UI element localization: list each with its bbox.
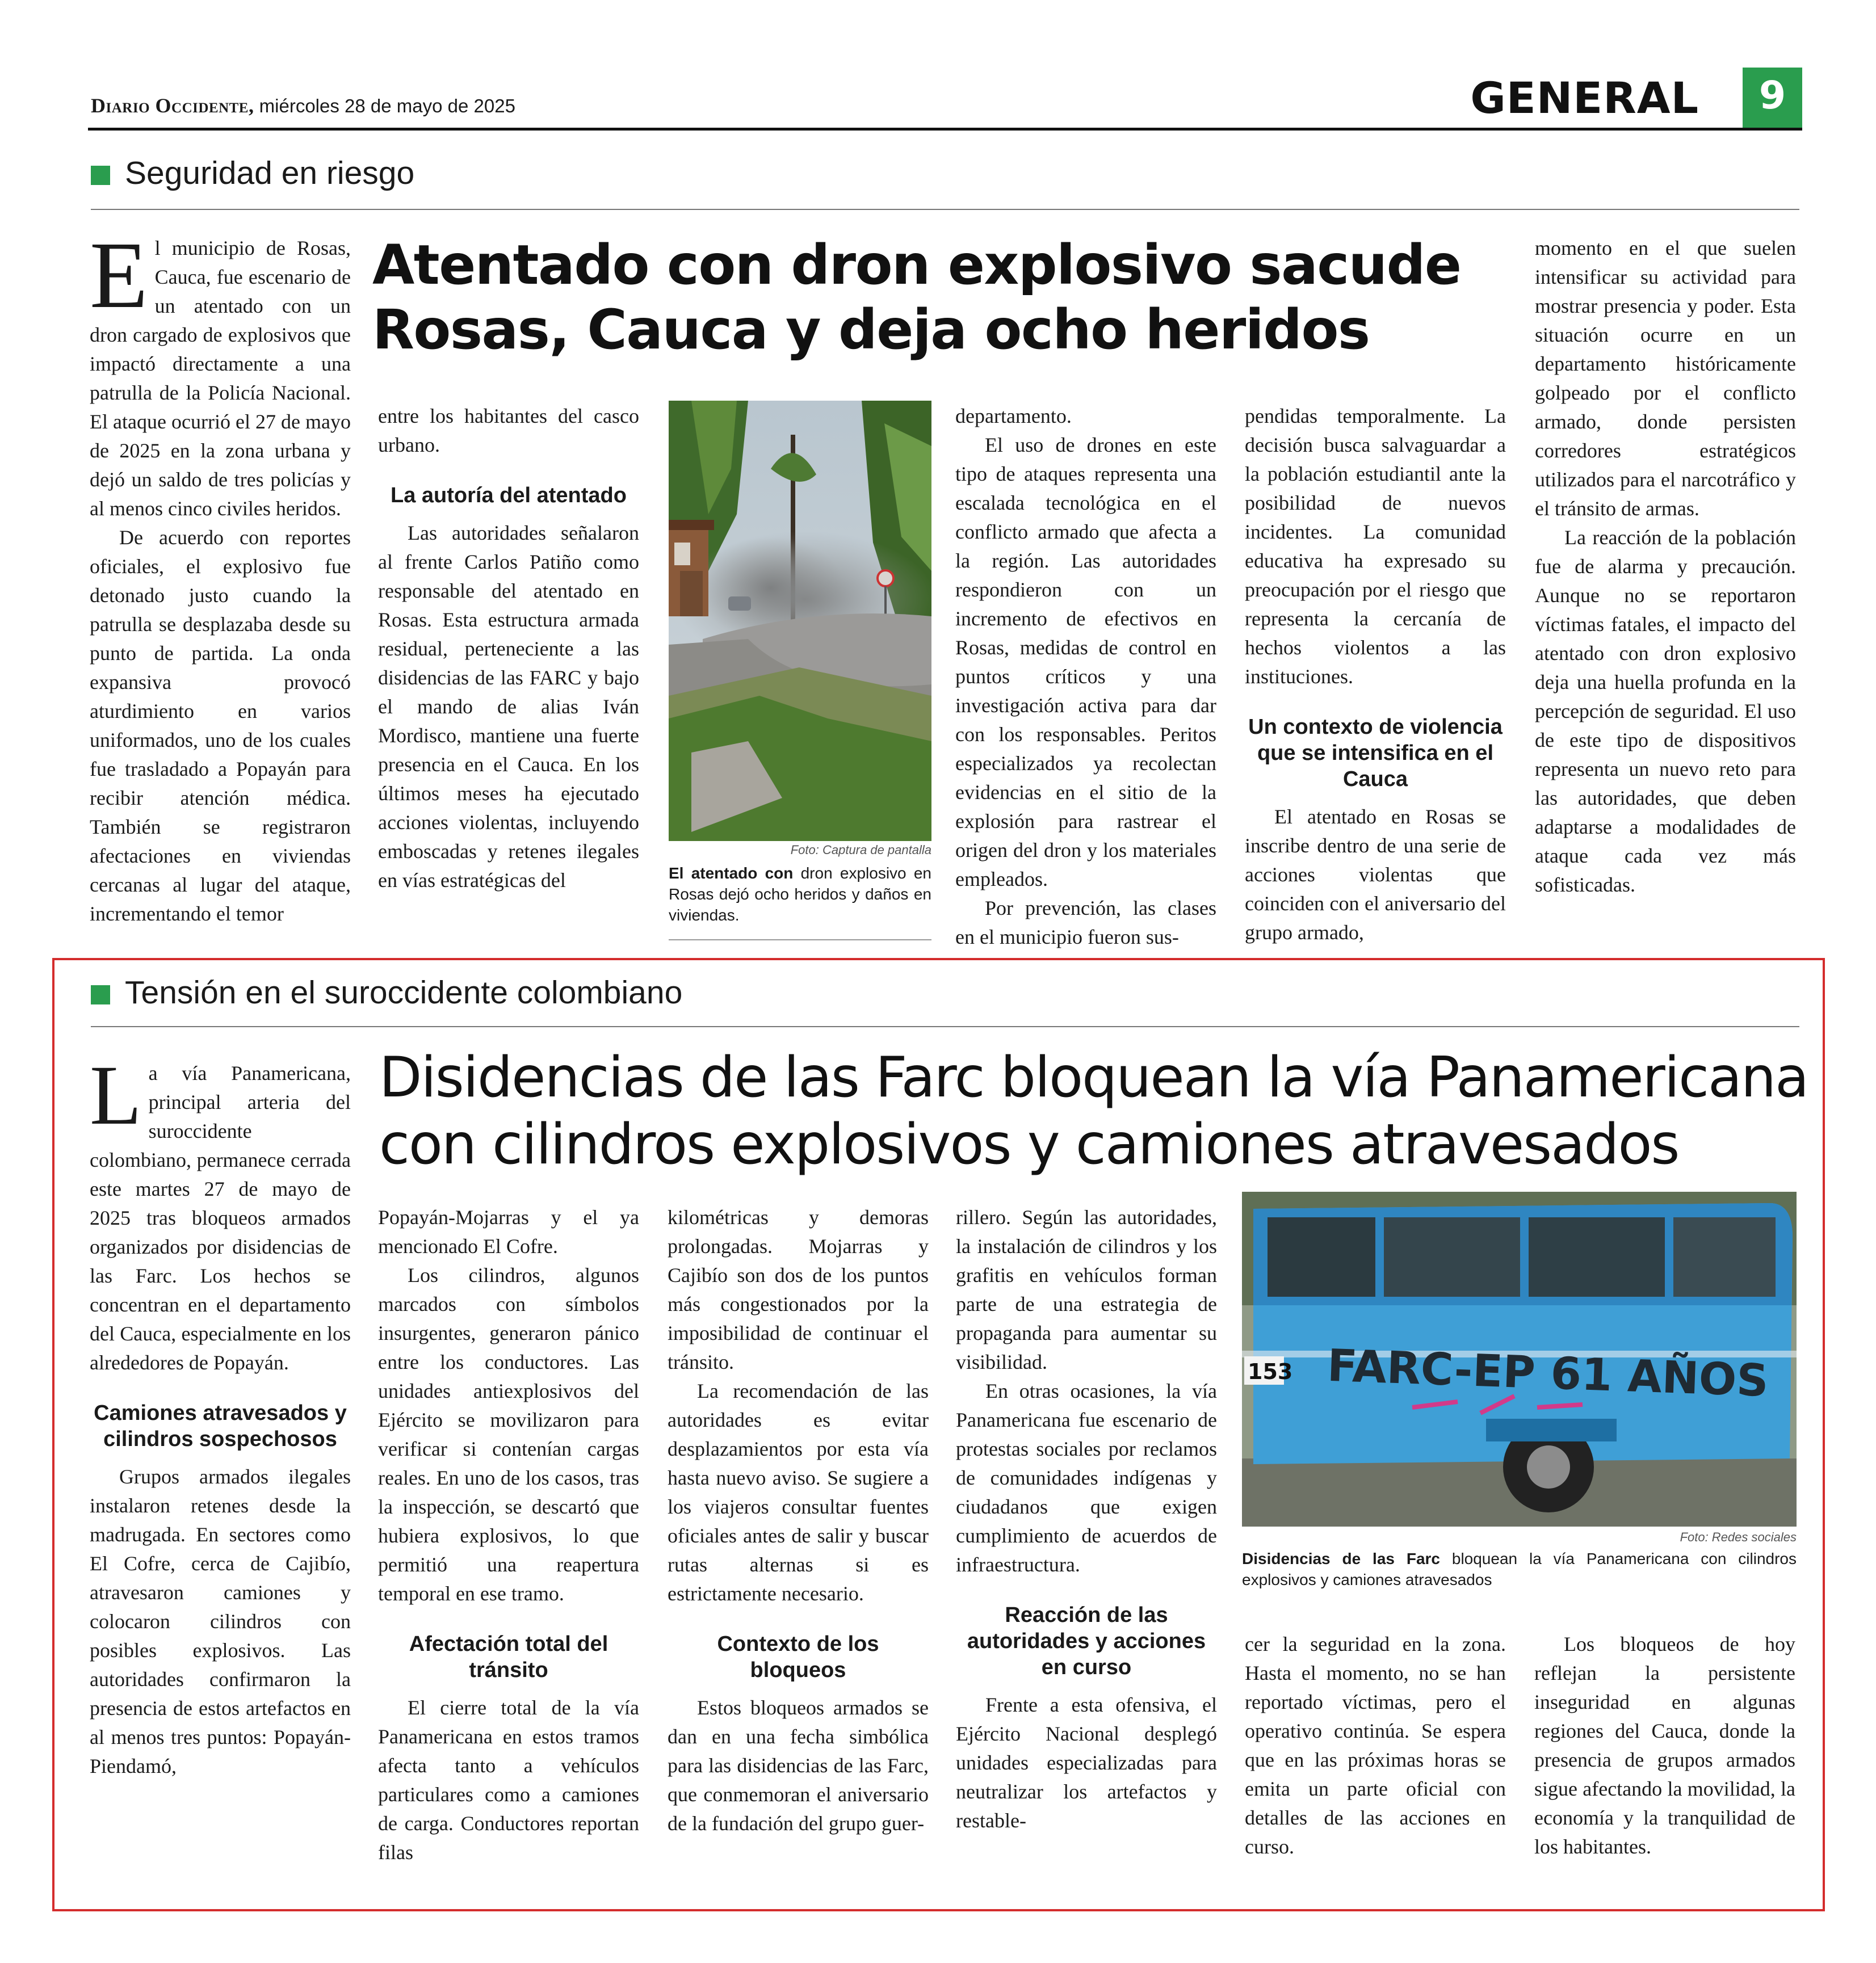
story1-column-5: pendidas temporalmente. La decisión busca salvaguardar a la población estudiantil ante la posibilidad de nuevos incidentes. La comunidad educativa ha expresado su preocupación por el riesgo que representa la cercanía de hechos violentos a las instituciones. Un contexto de violencia que se intensifica en el Cauca El atentado en Rosas se inscribe dentro de una serie de acciones violentas que coinciden con el aniversario del grupo armado, [1245, 405, 1506, 944]
story1-column-2: entre los habitantes del casco urbano. La autoría del atentado Las autoridades señalaron al frente Carlos Patiño como responsable del atentado en Rosas. Esta estructura armada residual, perteneciente a las disidencias de las FARC y bajo el mando de alias Iván Mordisco, mantiene una fuerte presencia en el Cauca. En los últimos meses ha ejecutado acciones violentas, incluyendo emboscadas y retenes ilegales en vías estratégicas del [378, 405, 639, 892]
story1-column-4: departamento. El uso de drones en este tipo de ataques representa una escalada tecnológica en el conflicto armado que afecta a la región. Las autoridades respondieron con un incremento de efectivos en Rosas, medidas de control en puntos críticos y una investigación activa para dar con los responsables. Peritos especializados ya recolectan evidencias en el sitio de la explosión para rastrear el origen del dron y los materiales empleados. Por prevención, las clases en el municipio fueron sus- [955, 405, 1216, 948]
subheading: Camiones atravesados y cilindros sospechosos [94, 1401, 347, 1451]
headline-story2: Disidencias de las Farc bloquean la vía Panamericana con cilindros explosivos y camiones atravesados [379, 1045, 1808, 1177]
subheading: Afectación total del tránsito [409, 1632, 608, 1682]
kicker-story1: Seguridad en riesgo [91, 154, 414, 192]
kicker-rule [91, 209, 1799, 210]
section-title: GENERAL [1470, 73, 1699, 123]
svg-text:153: 153 [1248, 1359, 1293, 1384]
kicker-rule [91, 1026, 1799, 1027]
dropcap: L [90, 1048, 142, 1142]
photo-caption: El atentado con dron explosivo en Rosas dejó ocho heridos y daños en viviendas. [669, 864, 931, 924]
kicker-story2: Tensión en el suroccidente colombiano [91, 974, 682, 1011]
paper-name: Diario Occidente, [91, 94, 254, 117]
dropcap: E [90, 222, 148, 328]
story1-column-1: El municipio de Rosas, Cauca, fue escenario de un atentado con un dron cargado de explosivos que impactó directamente a una patrulla de la Policía Nacional. El ataque ocurrió el 27 de mayo de 2025 en la zona urbana y dejó un saldo de tres policías y al menos cinco civiles heridos. De acuerdo con reportes oficiales, el explosivo fue detonado justo cuando la patrulla se desplazaba desde su punto de partida. La onda expansiva provocó aturdimiento en varios uniformados, uno de los cuales fue trasladado a Popayán para recibir atención médica. También se registraron afectaciones en viviendas cercanas al lugar del ataque, incrementando el temor [90, 222, 351, 925]
kicker-square-icon [91, 985, 110, 1004]
photo-bus-graffiti [1242, 1192, 1797, 1527]
story1-column-6: momento en el que suelen intensificar su actividad para mostrar presencia y poder. Esta situación ocurre en un departamento históricamente golpeado por el conflicto armado, donde persisten corredores estratégicos utilizados para el narcotráfico y el tránsito de armas. La reacción de la población fue de alarma y precaución. Aunque no se reportaron víctimas fatales, el impacto del atentado con dron explosivo deja una huella profunda en la percepción de seguridad. El uso de este tipo de dispositivos representa un nuevo reto para las autoridades, que deben adaptarse a modalidades de ataque cada vez más sofisticadas. [1535, 237, 1796, 896]
headline-story1: Atentado con dron explosivo sacude Rosas, Cauca y deja ocho heridos [372, 233, 1461, 362]
photo-credit: Foto: Redes sociales [1680, 1530, 1797, 1544]
page-number: 9 [1743, 68, 1802, 129]
subheading: Contexto de los bloqueos [717, 1632, 879, 1682]
subheading: La autoría del atentado [391, 484, 627, 507]
caption-rule [669, 939, 931, 940]
photo-drone-attack [669, 401, 931, 841]
story2-column-5: cer la seguridad en la zona. Hasta el momento, no se han reportado víctimas, pero el operativo continúa. Se espera que en las próximas horas se emita un parte oficial con detalles de las acciones en curso. [1245, 1633, 1506, 1858]
subheading: Reacción de las autoridades y acciones en curso [967, 1603, 1206, 1679]
issue-date: miércoles 28 de mayo de 2025 [259, 95, 515, 116]
header-rule [88, 128, 1802, 131]
story2-column-6: Los bloqueos de hoy reflejan la persistente inseguridad en algunas regiones del Cauca, donde la presencia de grupos armados sigue afectando la movilidad, la economía y la tranquilidad de los habitantes. [1534, 1633, 1795, 1858]
svg-text:FARC-EP 61 AÑOS: FARC-EP 61 AÑOS [1326, 1340, 1769, 1407]
story2-column-3: kilométricas y demoras prolongadas. Mojarras y Cajibío son dos de los puntos más congestionados por la imposibilidad de continuar el tránsito. La recomendación de las autoridades es evitar desplazamientos por esta vía hasta nuevo aviso. Se sugiere a los viajeros consultar fuentes oficiales antes de salir y buscar rutas alternas si es estrictamente necesario. Contexto de los bloqueos Estos bloqueos armados se dan en una fecha simbólica para las disidencias de las Farc, que conmemoran el aniversario de la fundación del grupo guer- [668, 1206, 929, 1835]
kicker-square-icon [91, 166, 110, 185]
masthead [91, 94, 515, 117]
subheading: Un contexto de violencia que se intensifica en el Cauca [1248, 715, 1503, 791]
photo-caption: Disidencias de las Farc bloquean la vía Panamericana con cilindros explosivos y camiones atravesados [1242, 1550, 1797, 1588]
story2-column-1: La vía Panamericana, principal arteria del suroccidente colombiano, permanece cerrada este martes 27 de mayo de 2025 tras bloqueos armados organizados por disidencias de las Farc. Los hechos se concentran en el departamento del Cauca, especialmente en los alrededores de Popayán. Camiones atravesados y cilindros sospechosos Grupos armados ilegales instalaron retenes desde la madrugada. En sectores como El Cofre, cerca de Cajibío, atravesaron camiones y colocaron cilindros con posibles explosivos. Las autoridades confirmaron la presencia de estos artefactos en al menos tres puntos: Popayán-Piendamó, [90, 1048, 351, 1777]
story2-column-2: Popayán-Mojarras y el ya mencionado El Cofre. Los cilindros, algunos marcados con símbolos insurgentes, generaron pánico entre los conductores. Las unidades antiexplosivos del Ejército se movilizaron para verificar si contenían cargas reales. En uno de los casos, tras la inspección, se descartó que hubiera explosivos, lo que permitió una reapertura temporal en ese tramo. Afectación total del tránsito El cierre total de la vía Panamericana en estos tramos afecta tanto a vehículos particulares como a camiones de carga. Conductores reportan filas [378, 1206, 639, 1864]
story2-column-4: rillero. Según las autoridades, la instalación de cilindros y los grafitis en vehículos forman parte de una estrategia de propaganda para aumentar su visibilidad. En otras ocasiones, la vía Panamericana fue escenario de protestas sociales por reclamos de comunidades indígenas y ciudadanos que exigen cumplimiento de acuerdos de infraestructura. Reacción de las autoridades y acciones en curso Frente a esta ofensiva, el Ejército Nacional desplegó unidades especializadas para neutralizar los artefactos y restable- [956, 1206, 1217, 1832]
photo-credit: Foto: Captura de pantalla [790, 843, 931, 857]
